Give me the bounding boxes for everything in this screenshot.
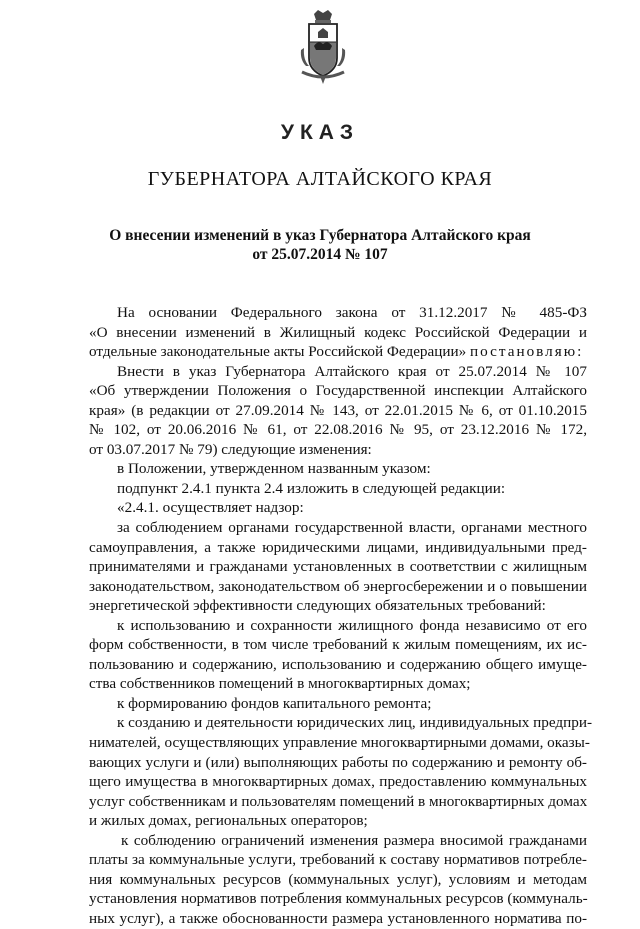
body-line: за соблюдением органами государственной власти, органами местного <box>117 519 587 537</box>
body-line: от 03.07.2017 № 79) следующие изменения: <box>89 440 372 458</box>
body-line: подпункт 2.4.1 пункта 2.4 изложить в следующей редакции: <box>117 479 506 497</box>
body-line: к формированию фондов капитального ремонта; <box>117 694 432 712</box>
body-line: щего имущества в многоквартирных домах, предоставлению коммунальных <box>89 773 587 791</box>
body-line: к соблюдению ограничений изменения размера вносимой гражданами <box>121 831 587 849</box>
body-text: отдельные законодательные акты Российской Федерации» <box>89 343 467 361</box>
body-line: вающих услуги и (или) выполняющих работы по содержанию и ремонту об- <box>89 753 587 771</box>
body-line: «Об утверждении Положения о Государственной инспекции Алтайского <box>89 382 587 400</box>
body-line: принимателями и гражданами установленных в соответствии с жилищным <box>89 558 587 576</box>
document-heading <box>0 226 640 264</box>
body-text: : <box>577 343 582 361</box>
body-line: самоуправления, а также юридическими лицами, индивидуальными пред- <box>89 538 587 556</box>
document-title: УКАЗ <box>280 121 360 144</box>
body-line: к использованию и сохранности жилищного фонда независимо от его <box>117 616 587 634</box>
body-line: услуг собственникам и пользователям помещений в многоквартирных домах <box>89 792 588 810</box>
coat-of-arms-icon <box>292 6 354 86</box>
body-line: «2.4.1. осуществляет надзор: <box>117 499 304 517</box>
heading-line: О внесении изменений в указ Губернатора Алтайского края <box>109 227 531 244</box>
body-line: ния коммунальных ресурсов (коммунальных услуг), условиям и методам <box>89 870 587 888</box>
body-line: форм собственности, в том числе требований к жилым помещениям, их ис- <box>89 636 587 654</box>
body-line: пользованию и содержанию, использованию и содержанию общего имуще- <box>89 655 587 673</box>
body-line: в Положении, утвержденном названным указом: <box>117 460 431 478</box>
body-line: № 102, от 20.06.2016 № 61, от 22.08.2016 № 95, от 23.12.2016 № 172, <box>89 421 587 439</box>
body-line: нимателей, осуществляющих управление многоквартирными домами, оказы- <box>89 734 590 752</box>
body-line: установления нормативов потребления коммунальных ресурсов (коммуналь- <box>89 890 588 908</box>
body-line: законодательством, законодательством об энергосбережении и о повышении <box>89 577 587 595</box>
body-line: ных услуг), а также обоснованности размера установленного норматива по- <box>89 909 587 927</box>
body-line: ства собственников помещений в многоквартирных домах; <box>89 675 471 693</box>
body-line: На основании Федерального закона от 31.12.2017 № 485-ФЗ <box>117 304 587 321</box>
body-line: и жилых домах, региональных операторов; <box>89 812 368 830</box>
body-line: края» (в редакции от 27.09.2014 № 143, от 22.01.2015 № 6, от 01.10.2015 <box>89 401 587 419</box>
body-line <box>89 342 587 362</box>
decree-keyword: постановляю <box>470 343 578 361</box>
document-subtitle: ГУБЕРНАТОРА АЛТАЙСКОГО КРАЯ <box>147 168 493 190</box>
body-line: Внести в указ Губернатора Алтайского края от 25.07.2014 № 107 <box>117 362 587 380</box>
heading-line: от 25.07.2014 № 107 <box>252 246 388 263</box>
body-line: платы за коммунальные услуги, требований к составу нормативов потребле- <box>89 851 587 869</box>
document-body <box>89 303 593 929</box>
body-line: «О внесении изменений в Жилищный кодекс Российской Федерации и <box>89 323 587 341</box>
body-line: к созданию и деятельности юридических лиц, индивидуальных предпри- <box>117 714 593 732</box>
body-line: энергетической эффективности следующих обязательных требований: <box>89 597 546 615</box>
